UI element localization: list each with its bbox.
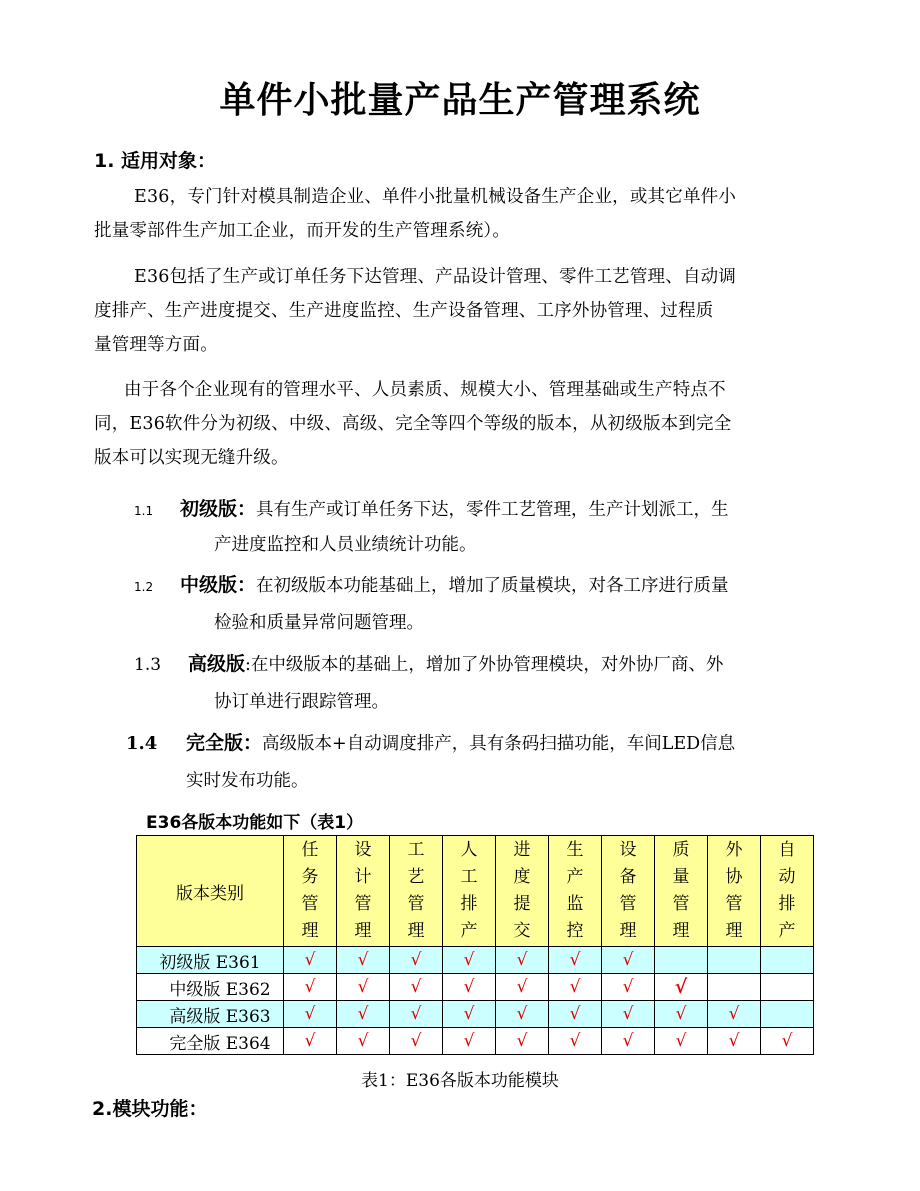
section-1-heading: 1. 适用对象：: [94, 150, 217, 172]
version-description: 具有生产或订单任务下达，零件工艺管理，生产计划派工，生: [256, 500, 729, 520]
paragraph-1-line-2: 批量零部件生产加工企业，而开发的生产管理系统）。: [94, 221, 511, 241]
table-cell: [549, 947, 602, 974]
row-label: 初级版 E361: [137, 947, 284, 974]
paragraph-3-line-2: 同，E36软件分为初级、中级、高级、完全等四个等级的版本，从初级版本到完全: [94, 414, 732, 434]
version-description: 在中级版本的基础上，增加了外协管理模块，对外协厂商、外: [250, 655, 724, 675]
check-icon: √: [675, 1031, 687, 1051]
check-icon: √: [463, 1004, 475, 1024]
check-icon: √: [304, 950, 316, 970]
version-item-1-2: 1.2 中级版：在初级版本功能基础上，增加了质量模块，对各工序进行质量: [134, 568, 729, 604]
version-item-1-3-cont: 协订单进行跟踪管理。: [214, 692, 389, 712]
table-cell: [284, 1028, 337, 1055]
check-icon: √: [569, 1004, 581, 1024]
check-icon: √: [675, 1004, 687, 1024]
version-item-1-2-cont: 检验和质量异常问题管理。: [214, 613, 424, 633]
check-icon: √: [357, 1004, 369, 1024]
table-cell: [549, 1028, 602, 1055]
table-cell: [496, 947, 549, 974]
version-name: 高级版: [188, 653, 246, 675]
version-name: 中级版: [180, 574, 238, 596]
table-cell: [655, 947, 708, 974]
check-icon: √: [304, 1031, 316, 1051]
version-item-1-4-cont: 实时发布功能。: [186, 771, 309, 791]
paragraph-2-line-3: 量管理等方面。: [94, 335, 218, 355]
table-cell: [549, 974, 602, 1001]
table-cell: [284, 947, 337, 974]
row-label: 完全版 E364: [137, 1028, 284, 1055]
check-icon: √: [357, 950, 369, 970]
check-icon: √: [728, 1004, 740, 1024]
table-row: [137, 1001, 814, 1028]
column-header: 生 产 监 控: [549, 836, 602, 947]
table-cell: [390, 1028, 443, 1055]
version-number: 1.2: [134, 580, 154, 594]
version-number: 1.3: [134, 655, 162, 675]
table-cell: [496, 1028, 549, 1055]
paragraph-2: [94, 260, 854, 362]
table-row: [137, 974, 814, 1001]
table-cell: [443, 947, 496, 974]
paragraph-3-line-1: 由于各个企业现有的管理水平、人员素质、规模大小、管理基础或生产特点不: [124, 380, 726, 400]
check-icon: √: [463, 950, 475, 970]
table-cell: [337, 947, 390, 974]
column-header: 质 量 管 理: [655, 836, 708, 947]
version-number: 1.4: [126, 733, 158, 754]
table-cell: [602, 974, 655, 1001]
column-header: 自 动 排 产: [761, 836, 814, 947]
version-name: 完全版: [186, 732, 244, 754]
row-label: 高级版 E363: [137, 1001, 284, 1028]
check-icon: √: [569, 977, 581, 997]
table-cell: [655, 1028, 708, 1055]
table-cell: [655, 1001, 708, 1028]
check-icon: √: [622, 1004, 634, 1024]
table-cell: [337, 1028, 390, 1055]
check-icon: √: [516, 950, 528, 970]
version-name: 初级版: [180, 498, 238, 520]
table-cell: [496, 974, 549, 1001]
check-icon: √: [781, 1031, 793, 1051]
version-item-1-1: 1.1 初级版：具有生产或订单任务下达，零件工艺管理，生产计划派工，生: [134, 492, 729, 528]
paragraph-3-line-3: 版本可以实现无缝升级。: [94, 448, 289, 468]
check-icon: √: [516, 977, 528, 997]
check-icon: √: [622, 950, 634, 970]
table-cell: [549, 1001, 602, 1028]
paragraph-1-line-1: E36，专门针对模具制造企业、单件小批量机械设备生产企业，或其它单件小: [134, 187, 737, 207]
check-icon: √: [728, 1031, 740, 1051]
paragraph-2-line-2: 度排产、生产进度提交、生产进度监控、生产设备管理、工序外协管理、过程质: [94, 301, 714, 321]
column-header: 人 工 排 产: [443, 836, 496, 947]
table-header-row: [137, 836, 814, 947]
table-cell: [390, 947, 443, 974]
version-number: 1.1: [134, 504, 154, 518]
table-cell: [496, 1001, 549, 1028]
table-row: [137, 947, 814, 974]
check-icon: √: [463, 1031, 475, 1051]
check-icon: √: [622, 1031, 634, 1051]
table-cell: [602, 1028, 655, 1055]
paragraph-2-line-1: E36包括了生产或订单任务下达管理、产品设计管理、零件工艺管理、自动调: [134, 267, 737, 287]
check-icon: √: [410, 1004, 422, 1024]
column-header: 设 备 管 理: [602, 836, 655, 947]
table-cell: [708, 1001, 761, 1028]
table-cell: [337, 1001, 390, 1028]
table-cell: [284, 974, 337, 1001]
table-cell: [602, 947, 655, 974]
table-cell: [708, 1028, 761, 1055]
check-icon: √: [674, 976, 688, 998]
table-cell: [602, 1001, 655, 1028]
table-cell: [761, 1001, 814, 1028]
version-feature-table: [136, 835, 814, 1055]
version-item-1-1-cont: 产进度监控和人员业绩统计功能。: [214, 535, 477, 555]
row-label: 中级版 E362: [137, 974, 284, 1001]
paragraph-3: [94, 373, 854, 475]
table-caption-top: E36各版本功能如下（表1）: [146, 813, 364, 833]
check-icon: √: [357, 977, 369, 997]
table-cell: [761, 1028, 814, 1055]
column-header: 任 务 管 理: [284, 836, 337, 947]
table-cell: [761, 974, 814, 1001]
table-cell: [390, 974, 443, 1001]
table-corner-header: 版本类别: [137, 836, 284, 947]
version-description: 高级版本+自动调度排产，具有条码扫描功能，车间LED信息: [262, 734, 736, 754]
check-icon: √: [410, 977, 422, 997]
table-cell: [655, 974, 708, 1001]
table-body: [137, 947, 814, 1055]
check-icon: √: [569, 950, 581, 970]
table-cell: [708, 947, 761, 974]
version-description: 在初级版本功能基础上，增加了质量模块，对各工序进行质量: [256, 576, 729, 596]
check-icon: √: [410, 1031, 422, 1051]
table-caption-bottom: 表1：E36各版本功能模块: [361, 1071, 559, 1091]
check-icon: √: [410, 950, 422, 970]
check-icon: √: [622, 977, 634, 997]
check-icon: √: [304, 977, 316, 997]
table-row: [137, 1028, 814, 1055]
check-icon: √: [516, 1004, 528, 1024]
section-2-heading: 2.模块功能：: [92, 1098, 208, 1120]
version-item-1-3: 1.3 高级版:在中级版本的基础上，增加了外协管理模块，对外协厂商、外: [134, 647, 723, 682]
check-icon: √: [304, 1004, 316, 1024]
table-cell: [443, 1028, 496, 1055]
column-header: 进 度 提 交: [496, 836, 549, 947]
table-cell: [284, 1001, 337, 1028]
check-icon: √: [569, 1031, 581, 1051]
check-icon: √: [463, 977, 475, 997]
document-title: 单件小批量产品生产管理系统: [219, 80, 701, 121]
column-header: 外 协 管 理: [708, 836, 761, 947]
version-item-1-4: 1.4 完全版：高级版本+自动调度排产，具有条码扫描功能，车间LED信息: [126, 726, 735, 761]
table-cell: [443, 1001, 496, 1028]
table-cell: [390, 1001, 443, 1028]
paragraph-1: [94, 180, 854, 248]
table-cell: [337, 974, 390, 1001]
table-cell: [443, 974, 496, 1001]
check-icon: √: [357, 1031, 369, 1051]
check-icon: √: [516, 1031, 528, 1051]
table-cell: [761, 947, 814, 974]
table-cell: [708, 974, 761, 1001]
column-header: 设 计 管 理: [337, 836, 390, 947]
column-header: 工 艺 管 理: [390, 836, 443, 947]
